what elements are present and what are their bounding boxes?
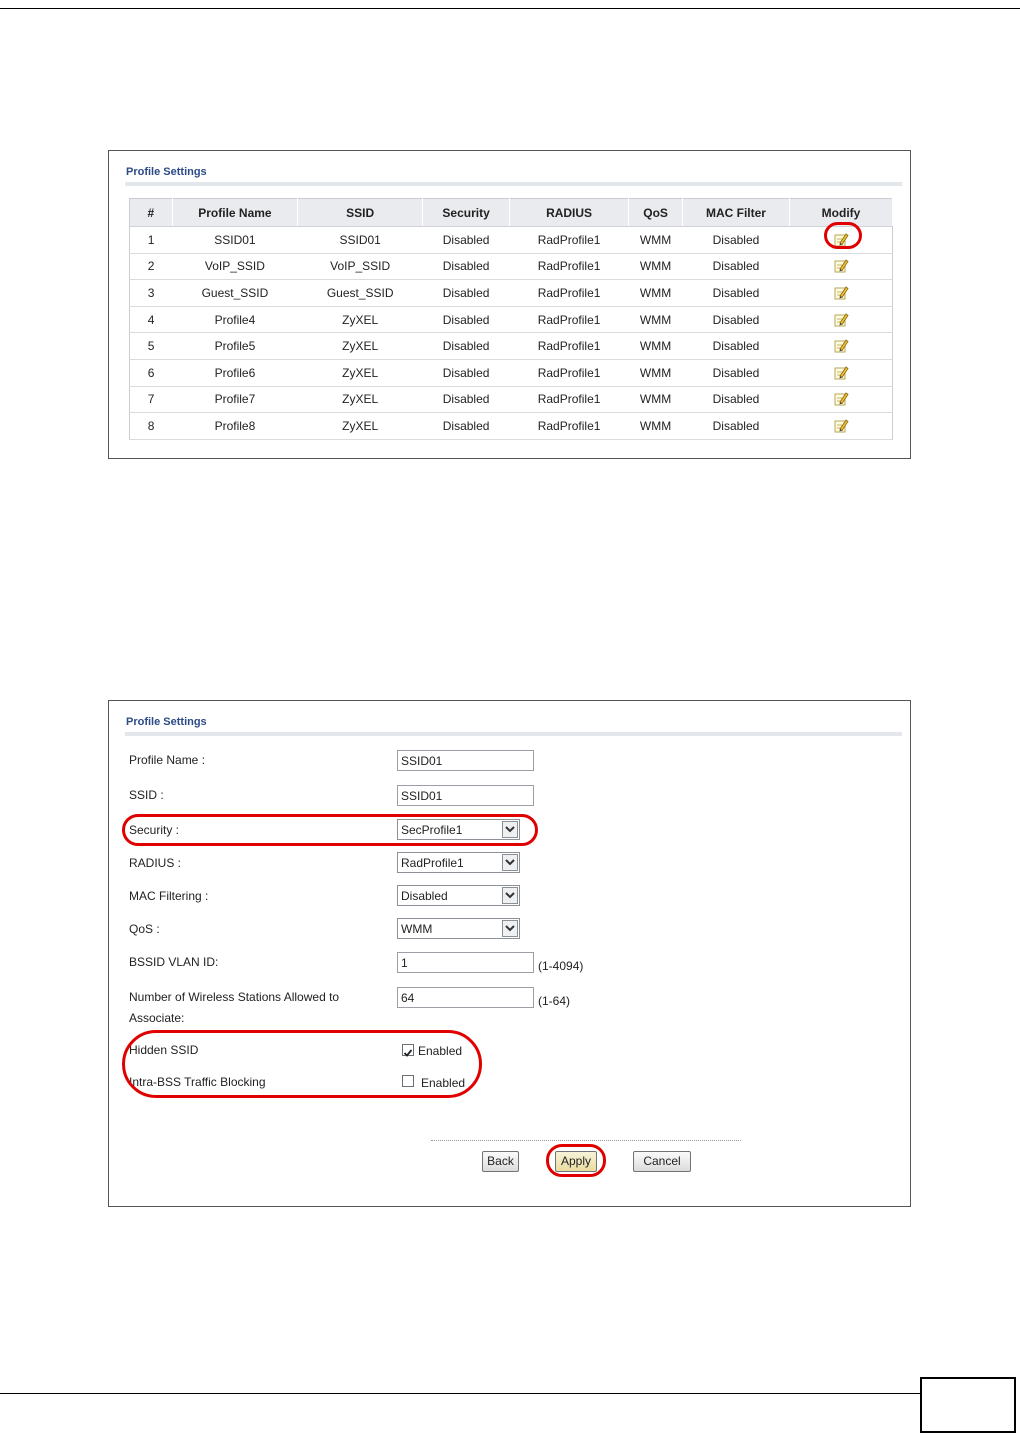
table-cell: ZyXEL bbox=[298, 386, 423, 413]
panel-title: Profile Settings bbox=[126, 716, 207, 728]
table-cell: Guest_SSID bbox=[298, 280, 423, 307]
edit-icon[interactable] bbox=[833, 285, 849, 301]
table-cell: Disabled bbox=[423, 333, 510, 360]
qos-select-value: WMM bbox=[401, 922, 433, 936]
table-cell: Disabled bbox=[682, 227, 789, 254]
table-cell: ZyXEL bbox=[298, 333, 423, 360]
intra-bss-label: Intra-BSS Traffic Blocking bbox=[129, 1075, 266, 1089]
cancel-button[interactable]: Cancel bbox=[633, 1151, 691, 1172]
modify-cell bbox=[790, 333, 893, 360]
chevron-down-icon[interactable] bbox=[502, 887, 518, 904]
table-row bbox=[130, 227, 893, 254]
table-cell: Profile6 bbox=[172, 359, 297, 386]
page-footer-rule bbox=[0, 1393, 920, 1394]
apply-highlight bbox=[546, 1144, 606, 1177]
table-cell: Disabled bbox=[682, 386, 789, 413]
table-cell: VoIP_SSID bbox=[172, 253, 297, 280]
modify-cell bbox=[790, 306, 893, 333]
table-cell: RadProfile1 bbox=[509, 280, 628, 307]
column-header: SSID bbox=[298, 199, 423, 227]
security-select-value: SecProfile1 bbox=[401, 823, 463, 837]
table-cell: WMM bbox=[629, 280, 683, 307]
radius-select-value: RadProfile1 bbox=[401, 856, 464, 870]
column-header: Profile Name bbox=[172, 199, 297, 227]
edit-icon[interactable] bbox=[833, 365, 849, 381]
table-cell: Disabled bbox=[423, 227, 510, 254]
modify-highlight bbox=[824, 222, 862, 249]
table-cell: RadProfile1 bbox=[509, 386, 628, 413]
table-cell: Disabled bbox=[423, 280, 510, 307]
table-cell: VoIP_SSID bbox=[298, 253, 423, 280]
profile-name-field[interactable]: SSID01 bbox=[397, 750, 534, 771]
stations-range: (1-64) bbox=[538, 994, 571, 1008]
qos-select[interactable] bbox=[397, 918, 520, 939]
table-row bbox=[130, 386, 893, 413]
panel-title: Profile Settings bbox=[126, 166, 207, 178]
chevron-down-icon[interactable] bbox=[502, 920, 518, 937]
table-row bbox=[130, 359, 893, 386]
bssid-vlan-label: BSSID VLAN ID: bbox=[129, 955, 219, 969]
radius-label: RADIUS : bbox=[129, 856, 182, 870]
column-header: MAC Filter bbox=[682, 199, 789, 227]
intra-bss-option-label: Enabled bbox=[421, 1076, 466, 1090]
edit-icon[interactable] bbox=[833, 338, 849, 354]
table-cell: Profile8 bbox=[172, 413, 297, 440]
modify-cell bbox=[790, 280, 893, 307]
chevron-down-icon[interactable] bbox=[502, 854, 518, 871]
qos-label: QoS : bbox=[129, 922, 160, 936]
table-cell: 2 bbox=[130, 253, 173, 280]
table-cell: Disabled bbox=[682, 280, 789, 307]
table-cell: RadProfile1 bbox=[509, 227, 628, 254]
table-cell: RadProfile1 bbox=[509, 413, 628, 440]
ssid-label: SSID : bbox=[129, 788, 164, 802]
table-cell: 3 bbox=[130, 280, 173, 307]
mac-filtering-select[interactable] bbox=[397, 885, 520, 906]
button-divider bbox=[431, 1140, 741, 1141]
table-cell: Profile7 bbox=[172, 386, 297, 413]
table-cell: 6 bbox=[130, 359, 173, 386]
edit-icon[interactable] bbox=[833, 312, 849, 328]
apply-button[interactable]: Apply bbox=[555, 1151, 597, 1172]
table-cell: Disabled bbox=[682, 359, 789, 386]
profile-name-label: Profile Name : bbox=[129, 753, 206, 767]
modify-cell bbox=[790, 386, 893, 413]
stations-label-line2: Associate: bbox=[129, 1011, 185, 1025]
column-header: Security bbox=[423, 199, 510, 227]
table-cell: WMM bbox=[629, 359, 683, 386]
profile-list-panel bbox=[108, 150, 911, 459]
table-cell: RadProfile1 bbox=[509, 333, 628, 360]
table-row bbox=[130, 413, 893, 440]
table-cell: Guest_SSID bbox=[172, 280, 297, 307]
mac-filtering-label: MAC Filtering : bbox=[129, 889, 209, 903]
table-cell: WMM bbox=[629, 227, 683, 254]
page-number-box bbox=[920, 1377, 1016, 1433]
back-button[interactable]: Back bbox=[482, 1151, 519, 1172]
mac-filtering-select-value: Disabled bbox=[401, 889, 448, 903]
profile-edit-panel bbox=[108, 700, 911, 1207]
ssid-field[interactable]: SSID01 bbox=[397, 785, 534, 806]
table-cell: WMM bbox=[629, 386, 683, 413]
stations-label-line1: Number of Wireless Stations Allowed to bbox=[129, 990, 340, 1004]
table-cell: 5 bbox=[130, 333, 173, 360]
table-header-row bbox=[130, 199, 893, 227]
table-cell: SSID01 bbox=[172, 227, 297, 254]
table-cell: Disabled bbox=[423, 413, 510, 440]
column-header: Modify bbox=[790, 199, 893, 227]
table-cell: WMM bbox=[629, 306, 683, 333]
edit-icon[interactable] bbox=[833, 418, 849, 434]
table-row bbox=[130, 280, 893, 307]
table-cell: 7 bbox=[130, 386, 173, 413]
table-cell: Disabled bbox=[682, 253, 789, 280]
table-cell: Disabled bbox=[682, 333, 789, 360]
table-cell: 4 bbox=[130, 306, 173, 333]
table-cell: Disabled bbox=[423, 306, 510, 333]
bssid-vlan-range: (1-4094) bbox=[538, 959, 584, 973]
title-divider bbox=[125, 732, 902, 736]
table-cell: WMM bbox=[629, 413, 683, 440]
table-row bbox=[130, 306, 893, 333]
table-row bbox=[130, 333, 893, 360]
table-cell: Disabled bbox=[423, 359, 510, 386]
table-cell: WMM bbox=[629, 253, 683, 280]
table-cell: Disabled bbox=[682, 413, 789, 440]
table-cell: ZyXEL bbox=[298, 359, 423, 386]
hidden-ssid-option-label: Enabled bbox=[418, 1044, 463, 1058]
table-cell: Disabled bbox=[423, 253, 510, 280]
title-divider bbox=[125, 182, 902, 186]
page-header-rule bbox=[0, 8, 1020, 9]
profile-table bbox=[129, 198, 893, 440]
column-header: # bbox=[130, 199, 173, 227]
edit-icon[interactable] bbox=[833, 258, 849, 274]
table-cell: RadProfile1 bbox=[509, 253, 628, 280]
table-cell: RadProfile1 bbox=[509, 306, 628, 333]
edit-icon[interactable] bbox=[833, 391, 849, 407]
modify-cell bbox=[790, 359, 893, 386]
stations-field[interactable]: 64 bbox=[397, 987, 534, 1008]
table-cell: Disabled bbox=[682, 306, 789, 333]
table-cell: ZyXEL bbox=[298, 413, 423, 440]
column-header: RADIUS bbox=[509, 199, 628, 227]
table-cell: RadProfile1 bbox=[509, 359, 628, 386]
table-cell: 1 bbox=[130, 227, 173, 254]
security-highlight bbox=[122, 814, 538, 846]
table-cell: Profile5 bbox=[172, 333, 297, 360]
column-header: QoS bbox=[629, 199, 683, 227]
bssid-vlan-field[interactable]: 1 bbox=[397, 952, 534, 973]
table-row bbox=[130, 253, 893, 280]
modify-cell bbox=[790, 413, 893, 440]
table-cell: Profile4 bbox=[172, 306, 297, 333]
table-cell: 8 bbox=[130, 413, 173, 440]
modify-cell bbox=[790, 253, 893, 280]
radius-select[interactable] bbox=[397, 852, 520, 873]
checkbox-highlight bbox=[122, 1030, 482, 1098]
table-cell: SSID01 bbox=[298, 227, 423, 254]
table-cell: WMM bbox=[629, 333, 683, 360]
table-cell: ZyXEL bbox=[298, 306, 423, 333]
table-cell: Disabled bbox=[423, 386, 510, 413]
hidden-ssid-label: Hidden SSID bbox=[129, 1043, 199, 1057]
security-label: Security : bbox=[129, 823, 180, 837]
